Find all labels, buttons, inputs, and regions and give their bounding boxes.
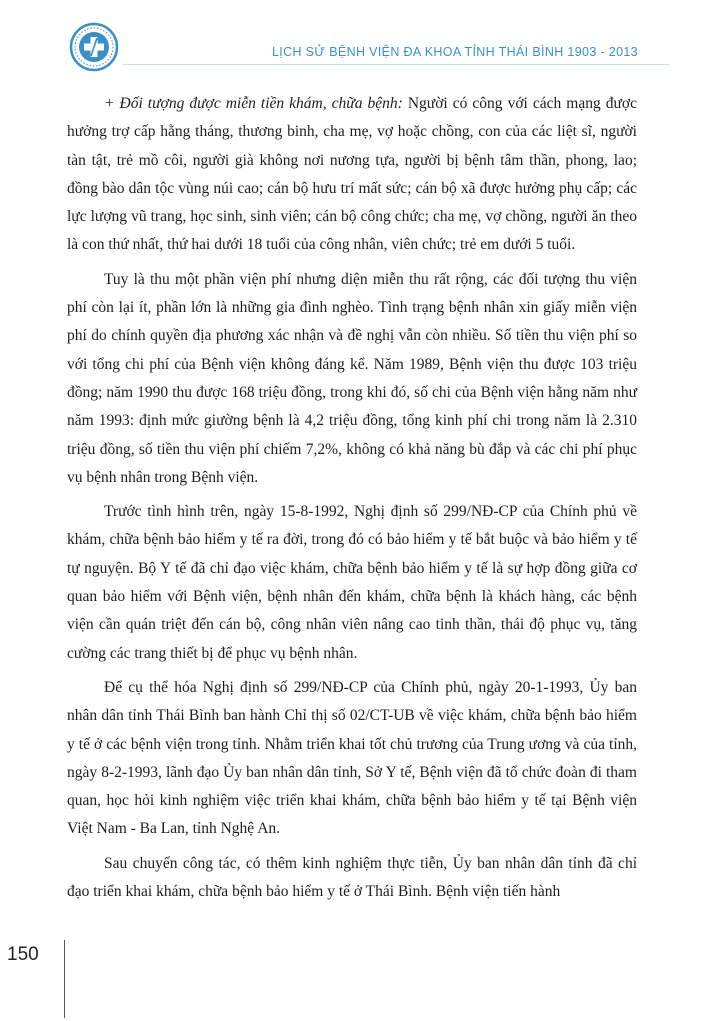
footer-margin-rule bbox=[64, 940, 65, 1018]
body-text bbox=[67, 90, 637, 912]
paragraph-lead: + Đối tượng được miễn tiền khám, chữa bệnh: bbox=[104, 95, 403, 112]
paragraph: Để cụ thể hóa Nghị định số 299/NĐ-CP của Chính phủ, ngày 20-1-1993, Ủy ban nhân dân tỉnh Thái Bình ban hành Chỉ thị số 02/CT-UB về việc khám, chữa bệnh bảo hiểm y tế ở các bệnh viện trong tỉnh. Nhằm triển khai tốt chủ trương của Trung ương và của tỉnh, ngày 8-2-1993, lãnh đạo Ủy ban nhân dân tỉnh, Sở Y tế, Bệnh viện đã tổ chức đoàn đi tham quan, học hỏi kinh nghiệm việc triển khai khám, chữa bệnh bảo hiểm y tế tại Bệnh viện Việt Nam - Ba Lan, tỉnh Nghệ An. bbox=[67, 678, 637, 838]
page-number: 150 bbox=[7, 944, 39, 965]
header-divider bbox=[123, 64, 669, 65]
paragraph: Tuy là thu một phần viện phí nhưng diện miễn thu rất rộng, các đối tượng thu viện phí còn lại ít, phần lớn là những gia đình nghèo. Tình trạng bệnh nhân xin giấy miễn viện phí do chính quyền địa phương xác nhận và đề nghị vẫn còn nhiều. Số tiền thu viện phí so với tổng chi phí của Bệnh viện không đáng kể. Năm 1989, Bệnh viện thu được 103 triệu đồng; năm 1990 thu được 168 triệu đồng, trong khi đó, số chi của Bệnh viện hằng năm như năm 1993: định mức giường bệnh là 4,2 triệu đồng, tổng kinh phí chi trong năm là 2.310 triệu đồng, số tiền thu viện phí chiếm 7,2%, không có khả năng bù đắp và các chi phí phục vụ bệnh nhân trong Bệnh viện. bbox=[67, 270, 637, 486]
paragraph: Trước tình hình trên, ngày 15-8-1992, Nghị định số 299/NĐ-CP của Chính phủ về khám, chữa bệnh bảo hiểm y tế ra đời, trong đó có bảo hiểm y tế bắt buộc và bảo hiểm y tế tự nguyện. Bộ Y tế đã chỉ đạo việc khám, chữa bệnh bảo hiểm y tế là sự hợp đồng giữa cơ quan bảo hiểm với Bệnh viện, bệnh nhân đến khám, chữa bệnh là khách hàng, các bệnh viện cần quán triệt đến cán bộ, công nhân viên nâng cao tinh thần, thái độ phục vụ, tăng cường các trang thiết bị để phục vụ bệnh nhân. bbox=[67, 503, 637, 662]
hospital-logo-icon bbox=[69, 22, 119, 72]
running-header-title: LỊCH SỬ BỆNH VIỆN ĐA KHOA TỈNH THÁI BÌNH 1903 - 2013 bbox=[271, 45, 638, 59]
paragraph: Sau chuyến công tác, có thêm kinh nghiệm thực tiễn, Ủy ban nhân dân tỉnh đã chỉ đạo triển khai khám, chữa bệnh bảo hiểm y tế ở Thái Bình. Bệnh viện tiến hành bbox=[67, 854, 637, 901]
paragraph-text: Người có công với cách mạng được hưởng trợ cấp hằng tháng, thương binh, cha mẹ, vợ hoặc chồng, con của các liệt sĩ, người tàn tật, trẻ mồ côi, người già không nơi nương tựa, người bị bệnh tâm thần, phong, lao; đồng bào dân tộc vùng núi cao; cán bộ hưu trí mất sức; cán bộ xã được hưởng phụ cấp; các lực lượng vũ trang, học sinh, sinh viên; cán bộ công chức; cha mẹ, vợ chồng, người ăn theo là con thứ nhất, thứ hai dưới 18 tuổi của công nhân, viên chức; trẻ em dưới 5 tuổi. bbox=[67, 95, 637, 254]
paragraph bbox=[67, 90, 637, 260]
